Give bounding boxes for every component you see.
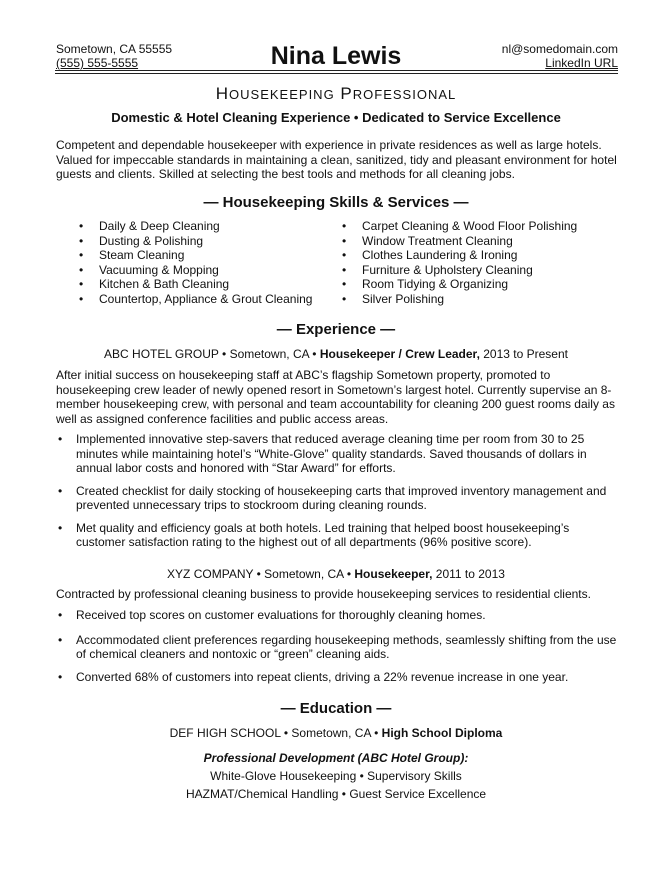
list-item: • Carpet Cleaning & Wood Floor Polishing	[342, 219, 577, 234]
list-item: • Silver Polishing	[342, 292, 577, 307]
job-role: Housekeeper / Crew Leader,	[319, 347, 480, 361]
list-item: • Clothes Laundering & Ironing	[342, 248, 577, 263]
professional-title	[0, 84, 672, 104]
job-bullets-1	[56, 432, 618, 550]
list-item: • Implemented innovative step-savers that reduced average cleaning time per room from 30 to 25 minutes while maintaining hotel’s “White-Glove” quality standards. Saved thousands of dollars in annual labor costs and honored with “Star Award” for efforts.	[56, 432, 618, 476]
header-email[interactable]: nl@somedomain.com	[501, 42, 618, 56]
list-item: • Created checklist for daily stocking of housekeeping carts that improved inventory management and prevented unnecessary trips to stockroom during cleaning rounds.	[56, 484, 618, 513]
school-name: DEF HIGH SCHOOL • Sometown, CA •	[169, 726, 379, 740]
job-company: ABC HOTEL GROUP • Sometown, CA •	[104, 347, 317, 361]
list-item: • Steam Cleaning	[79, 248, 312, 263]
title-rest-2: ROFESSIONAL	[352, 87, 457, 102]
professional-development-line-1: White-Glove Housekeeping • Supervisory Skills	[210, 769, 462, 783]
header-phone: (555) 555-5555	[56, 56, 139, 70]
header-city: Sometown, CA 55555	[56, 42, 173, 56]
tagline: Domestic & Hotel Cleaning Experience • Dedicated to Service Excellence	[111, 110, 561, 125]
experience-heading: — Experience —	[276, 321, 396, 338]
professional-development-line-2: HAZMAT/Chemical Handling • Guest Service Excellence	[185, 787, 487, 801]
title-rest-1: OUSEKEEPING	[229, 87, 335, 102]
list-item: • Daily & Deep Cleaning	[79, 219, 312, 234]
list-item: • Room Tidying & Organizing	[342, 277, 577, 292]
skills-list-right	[342, 219, 577, 307]
summary-paragraph: Competent and dependable housekeeper with experience in private residences as well as large hotels. Valued for impeccable standards in maintaining a clean, sanitized, tidy and pleasant environment for hotel guests and clients. Skilled at selecting the best tools and methods for all cleaning jobs.	[56, 138, 617, 181]
list-item: • Countertop, Appliance & Grout Cleaning	[79, 292, 312, 307]
title-initial-1: H	[215, 84, 230, 103]
job-line-1	[0, 347, 672, 361]
job-description: Contracted by professional cleaning business to provide housekeeping services to residential clients.	[56, 587, 591, 601]
job-description: After initial success on housekeeping staff at ABC’s flagship Sometown property, promoted to housekeeping crew leader of newly opened resort in Sometown’s largest hotel. Currently supervise an 8-member housekeeping crew, with personal and team accountability for cleaning 200 guest rooms daily as well as assigned conference facilities and public access areas.	[56, 368, 615, 426]
list-item: • Converted 68% of customers into repeat clients, driving a 22% revenue increase in one year.	[56, 670, 618, 685]
job-bullets-2	[56, 608, 618, 684]
job-company: XYZ COMPANY • Sometown, CA •	[167, 567, 352, 581]
education-heading: — Education —	[280, 700, 392, 717]
job-dates: 2013 to Present	[483, 347, 568, 361]
skills-heading: — Housekeeping Skills & Services —	[203, 194, 469, 211]
list-item: • Vacuuming & Mopping	[79, 263, 312, 278]
list-item: • Accommodated client preferences regarding housekeeping methods, seamlessly shifting from the use of chemical cleaners and nontoxic or “green” cleaning aids.	[56, 633, 618, 662]
list-item: • Window Treatment Cleaning	[342, 234, 577, 249]
list-item: • Furniture & Upholstery Cleaning	[342, 263, 577, 278]
degree: High School Diploma	[381, 726, 503, 740]
job-role: Housekeeper,	[354, 567, 433, 581]
list-item: • Dusting & Polishing	[79, 234, 312, 249]
list-item: • Met quality and efficiency goals at both hotels. Led training that helped boost housekeeping’s customer satisfaction rating to the highest out of all departments (96% positive score).	[56, 521, 618, 550]
title-initial-2: P	[340, 84, 353, 103]
list-item: • Kitchen & Bath Cleaning	[79, 277, 312, 292]
professional-development-heading: Professional Development (ABC Hotel Group):	[203, 751, 469, 765]
skills-list-left	[79, 219, 312, 307]
header-linkedin[interactable]: LinkedIn URL	[545, 56, 618, 70]
candidate-name: Nina Lewis	[270, 42, 402, 70]
job-dates: 2011 to 2013	[435, 567, 505, 581]
list-item: • Received top scores on customer evaluations for thoroughly cleaning homes.	[56, 608, 618, 623]
header-rule-bottom	[55, 73, 618, 74]
header-rule-top	[55, 70, 618, 71]
job-line-2	[0, 567, 672, 581]
education-line	[0, 726, 672, 740]
